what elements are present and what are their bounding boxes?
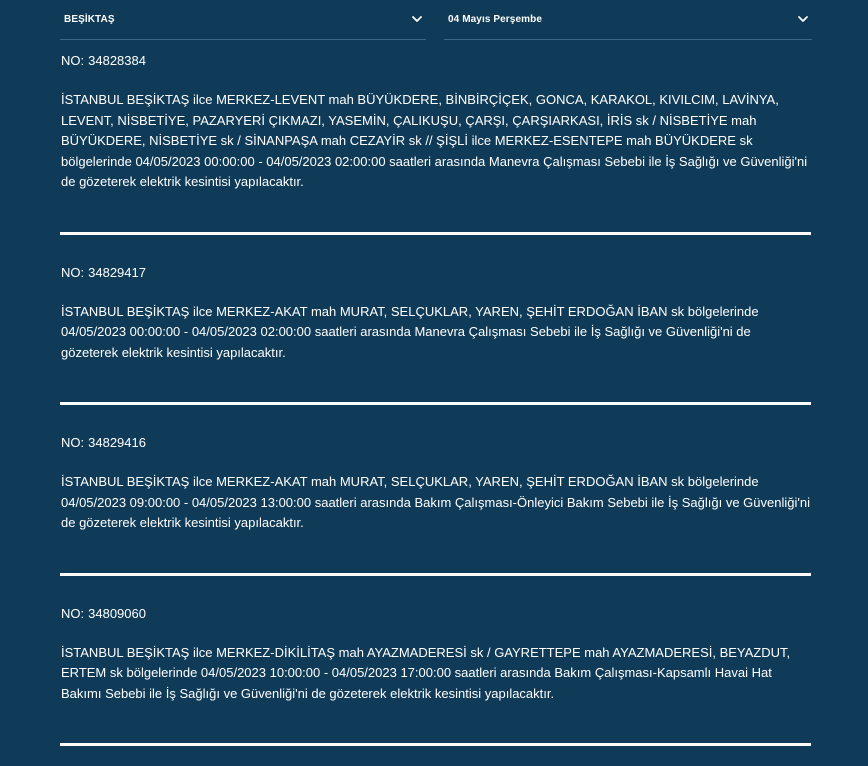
record-number [61, 53, 811, 69]
date-select[interactable] [444, 0, 812, 40]
date-select-value: 04 Mayıs Perşembe [448, 14, 542, 25]
record-number-label: NO: [61, 264, 85, 280]
record-number-value: 34829416 [88, 435, 146, 450]
record-description: İSTANBUL BEŞİKTAŞ ilce MERKEZ-LEVENT mah BÜYÜKDERE, BİNBİRÇİÇEK, GONCA, KARAKOL, KIVILCIM, LAVİNYA, LEVENT, NİSBETİYE, PAZARYERİ ÇIKMAZI, YASEMİN, ÇALIKUŞU, ÇARŞI, ÇARŞIARKASI, İRİS sk / NİSBETİYE mah BÜYÜKDERE, NİSBETİYE sk / SİNANPAŞA mah CEZAYİR sk // ŞİŞLİ ilce MERKEZ-ESENTEPE mah BÜYÜKDERE sk bölgelerinde 04/05/2023 00:00:00 - 04/05/2023 02:00:00 saatleri arasında Manevra Çalışması Sebebi ile İş Sağlığı ve Güvenliği'ni de gözeterek elektrik kesintisi yapılacaktır. [61, 92, 808, 189]
outage-list [60, 43, 811, 766]
chevron-down-icon [410, 12, 424, 26]
record-number-value: 34828384 [88, 53, 146, 68]
district-select[interactable] [60, 0, 426, 40]
record-description: İSTANBUL BEŞİKTAŞ ilce MERKEZ-AKAT mah MURAT, SELÇUKLAR, YAREN, ŞEHİT ERDOĞAN İBAN sk bölgelerinde 04/05/2023 00:00:00 - 04/05/2023 02:00:00 saatleri arasında Manevra Çalışması Sebebi ile İş Sağlığı ve Güvenliği'ni de gözeterek elektrik kesintisi yapılacaktır. [61, 303, 759, 360]
outage-record [60, 596, 811, 747]
record-description: İSTANBUL BEŞİKTAŞ ilce MERKEZ-AKAT mah MURAT, SELÇUKLAR, YAREN, ŞEHİT ERDOĞAN İBAN sk bölgelerinde 04/05/2023 09:00:00 - 04/05/2023 13:00:00 saatleri arasında Bakım Çalışması-Önleyici Bakım Sebebi ile İş Sağlığı ve Güvenliği'ni de gözeterek elektrik kesintisi yapılacaktır. [61, 474, 810, 530]
outage-record [60, 43, 811, 235]
record-number [61, 435, 811, 451]
record-number-value: 34829417 [88, 264, 146, 280]
record-number-label: NO: [61, 435, 85, 450]
filter-bar [60, 0, 812, 40]
district-select-value: BEŞİKTAŞ [64, 14, 115, 25]
record-number [61, 606, 811, 622]
record-number-label: NO: [61, 605, 85, 621]
record-description: İSTANBUL BEŞİKTAŞ ilce MERKEZ-DİKİLİTAŞ mah AYAZMADERESİ sk / GAYRETTEPE mah AYAZMADERESİ, BEYAZDUT, ERTEM sk bölgelerinde 04/05/2023 10:00:00 - 04/05/2023 17:00:00 saatleri arasında Bakım Çalışması-Kapsamlı Havai Hat Bakımı Sebebi ile İş Sağlığı ve Güvenliği'ni de gözeterek elektrik kesintisi yapılacaktır. [61, 644, 791, 701]
outage-record [60, 255, 811, 406]
outage-record [60, 425, 811, 576]
record-number [61, 265, 811, 281]
record-number-value: 34809060 [88, 605, 146, 621]
record-number-label: NO: [61, 53, 85, 68]
chevron-down-icon [796, 12, 810, 26]
